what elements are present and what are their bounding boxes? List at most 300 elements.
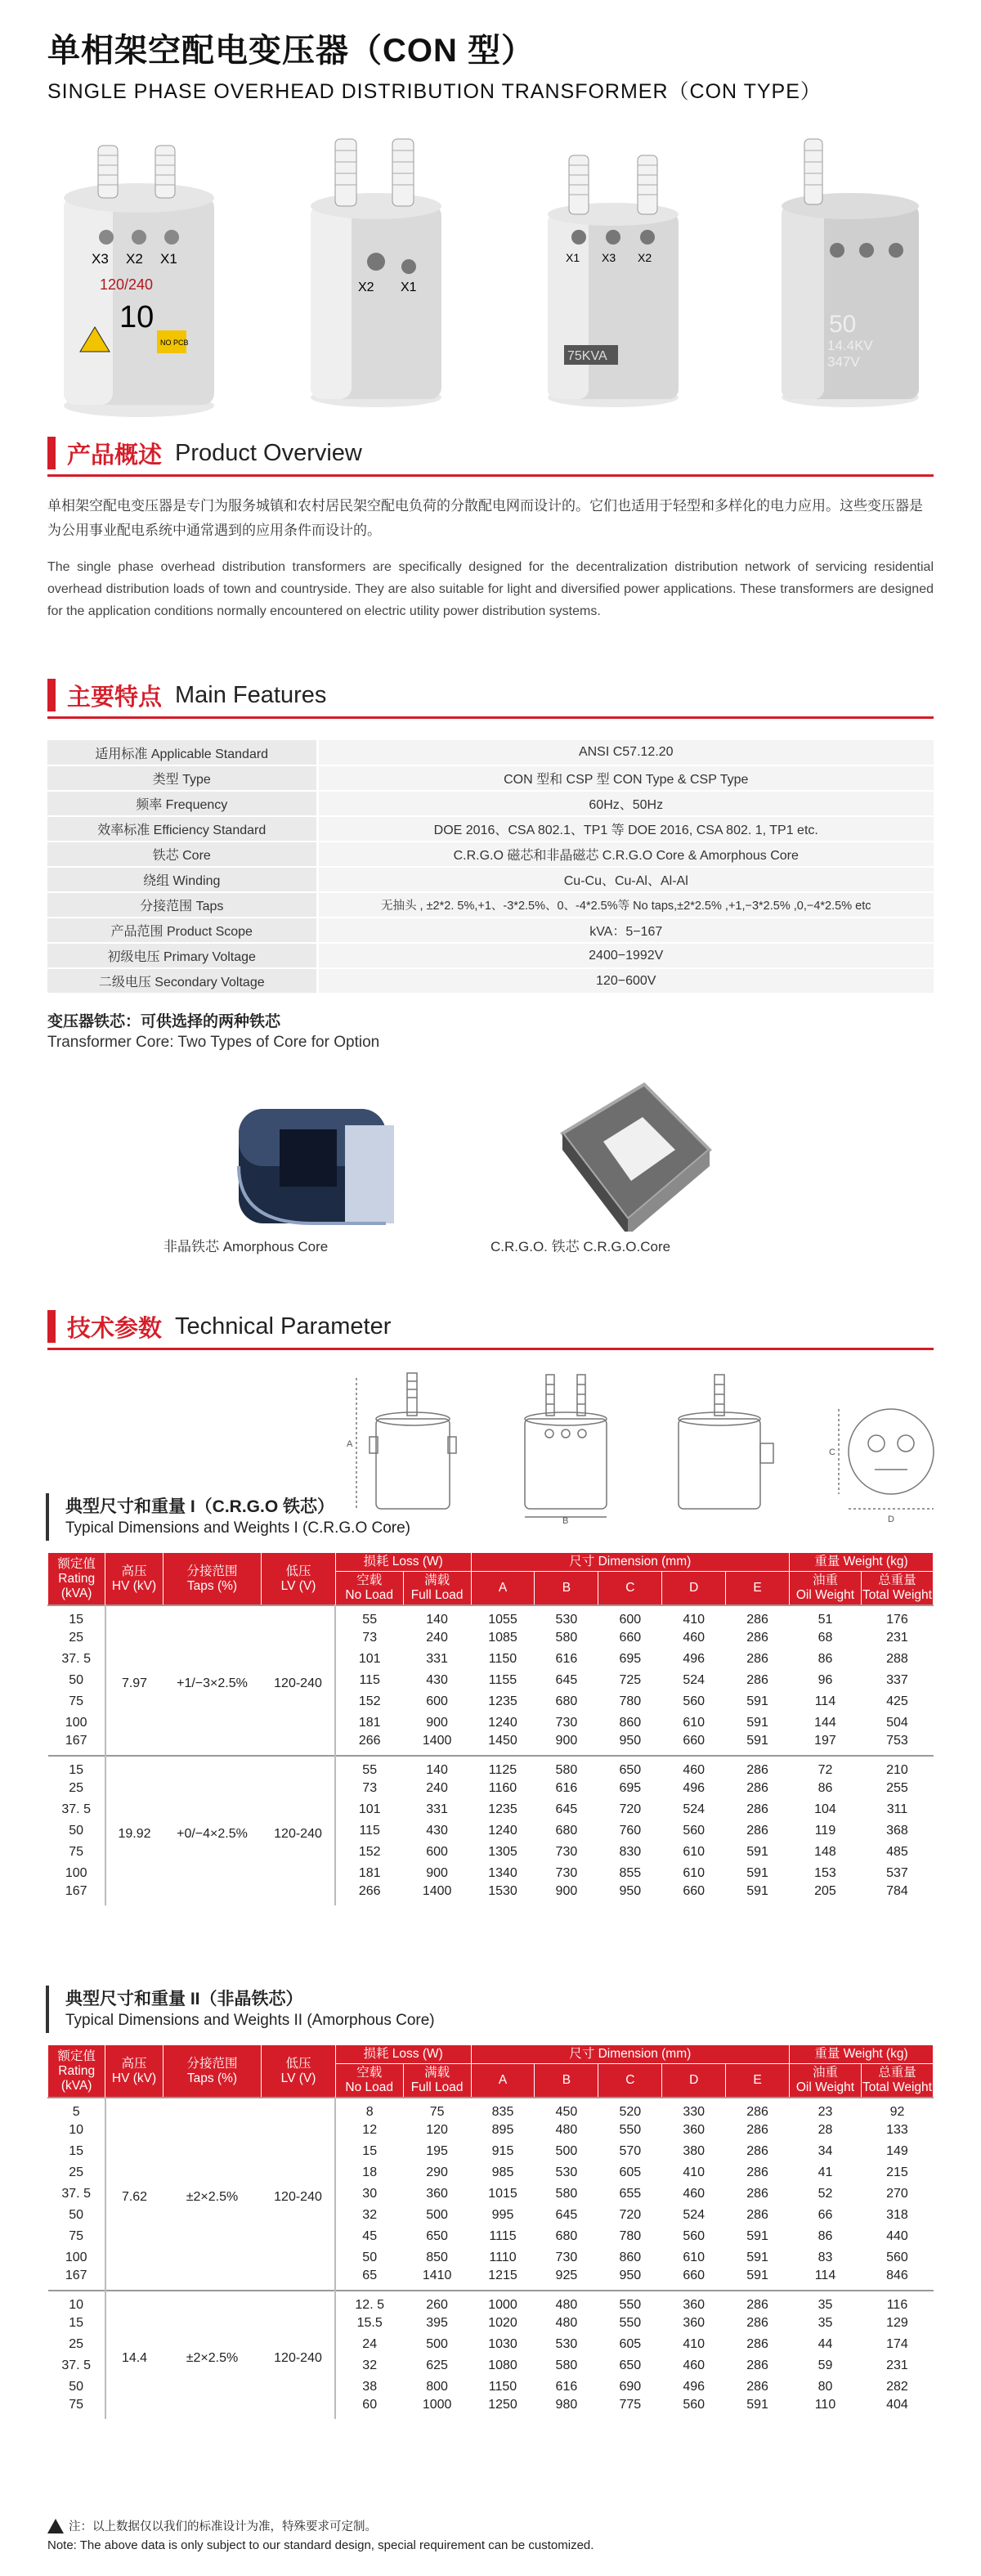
cell-noload: 152 [335, 1691, 403, 1712]
cell-total-weight: 133 [886, 2123, 908, 2137]
cell-b: 680 [555, 1694, 578, 1708]
cell-a: 1015 [488, 2187, 517, 2201]
cell-oil-weight: 114 [814, 1694, 836, 1708]
table1-title-cn: 典型尺寸和重量 I（C.R.G.O 铁芯） [65, 1497, 335, 1516]
feature-value: Cu-Cu、Cu-Al、Al-Al [317, 867, 934, 892]
overview-divider [47, 474, 934, 477]
cell-a: 1085 [488, 1631, 517, 1645]
header-hv: 高压 HV (kV) [105, 2045, 163, 2098]
feature-row [47, 918, 934, 943]
cell-d: 524 [683, 1802, 706, 1816]
product-photo-3 [515, 131, 711, 425]
cell-b: 645 [555, 1802, 578, 1816]
header-rating: 额定值 Rating (kVA) [48, 2045, 105, 2098]
cell-noload: 181 [335, 1863, 403, 1884]
cell-a: 1115 [489, 2229, 517, 2243]
cell-b: 530 [555, 2165, 578, 2179]
svg-text:X2: X2 [638, 251, 652, 264]
cell-oil-weight: 28 [818, 2123, 833, 2137]
cell-e: 591 [746, 1845, 768, 1859]
svg-text:X2: X2 [358, 280, 374, 294]
header-a: A [471, 2064, 535, 2098]
cell-e: 286 [746, 2298, 768, 2312]
cell-rating: 5 [72, 2105, 80, 2119]
cell-e: 591 [746, 1734, 768, 1748]
table-block [48, 2291, 934, 2419]
cell-e: 286 [746, 1673, 768, 1687]
cell-total-weight: 210 [886, 1763, 908, 1777]
header-a: A [471, 1572, 535, 1606]
feature-key: 类型 Type [47, 765, 317, 791]
cell-rating: 37. 5 [61, 1802, 91, 1816]
table-block [48, 1756, 934, 1905]
cell-rating: 75 [69, 2229, 84, 2243]
cell-rating: 100 [65, 2251, 87, 2264]
cell-fullload: 500 [426, 2337, 448, 2351]
header-oil-weight: 油重 Oil Weight [790, 1572, 862, 1606]
cell-c: 855 [619, 1866, 642, 1880]
cell-total-weight: 784 [886, 1884, 908, 1898]
cell-noload: 115 [335, 1820, 403, 1842]
svg-text:X3: X3 [602, 251, 616, 264]
cell-total-weight: 231 [886, 2358, 908, 2372]
cell-total-weight: 311 [886, 1802, 908, 1816]
cell-rating: 167 [65, 1884, 87, 1898]
header-noload: 空载 No Load [335, 1572, 403, 1606]
feature-key: 铁芯 Core [47, 841, 317, 867]
cell-d: 610 [683, 1716, 706, 1730]
cell-noload: 115 [335, 1670, 403, 1691]
cell-b: 616 [555, 1652, 578, 1666]
table2 [47, 2044, 934, 2419]
cell-total-weight: 537 [886, 1866, 908, 1880]
cell-fullload: 75 [429, 2105, 445, 2119]
cell-noload: 32 [335, 2205, 403, 2226]
technical-divider [47, 1348, 934, 1350]
cell-b: 730 [555, 2251, 578, 2264]
cell-d: 460 [683, 1763, 706, 1777]
cell-c: 775 [619, 2398, 642, 2412]
cell-fullload: 430 [426, 1673, 448, 1687]
svg-text:A: A [347, 1439, 353, 1449]
cell-total-weight: 282 [886, 2380, 908, 2394]
feature-row [47, 943, 934, 968]
cell-b: 925 [555, 2269, 578, 2282]
cell-a: 1000 [488, 2298, 517, 2312]
cell-a: 1160 [488, 1781, 517, 1795]
cell-fullload: 331 [426, 1802, 448, 1816]
table-block [48, 2098, 934, 2291]
cell-total-weight: 368 [886, 1824, 908, 1838]
cell-oil-weight: 148 [814, 1845, 836, 1859]
cell-oil-weight: 51 [818, 1613, 833, 1627]
product-photo-1 [41, 131, 237, 425]
cell-total-weight: 92 [889, 2105, 905, 2119]
feature-value: 无抽头 , ±2*2. 5%,+1、-3*2.5%、0、-4*2.5%等 No taps,±2*2.5% ,+1,−3*2.5% ,0,−4*2.5% etc [317, 892, 934, 918]
svg-text:X1: X1 [401, 280, 417, 294]
cell-total-weight: 176 [886, 1613, 908, 1627]
header-fullload: 满载 Full Load [403, 1572, 471, 1606]
feature-value: kVA：5−167 [317, 918, 934, 943]
cell-fullload: 1000 [422, 2398, 452, 2412]
cell-noload: 8 [335, 2098, 403, 2120]
cell-rating: 75 [69, 1845, 84, 1859]
cell-total-weight: 288 [886, 1652, 908, 1666]
table-block [48, 1605, 934, 1756]
cell-e: 591 [746, 2251, 768, 2264]
table-row [48, 2291, 934, 2313]
cell-e: 591 [746, 2269, 768, 2282]
cell-oil-weight: 86 [818, 1781, 833, 1795]
feature-value: 120−600V [317, 968, 934, 994]
table2-title-cn: 典型尺寸和重量 II（非晶铁芯） [65, 1990, 303, 2008]
cell-fullload: 1400 [422, 1734, 452, 1748]
feature-key: 适用标准 Applicable Standard [47, 740, 317, 765]
cell-d: 380 [683, 2144, 706, 2158]
cell-d: 496 [683, 2380, 706, 2394]
header-e: E [726, 1572, 790, 1606]
cell-d: 360 [683, 2123, 706, 2137]
cell-c: 695 [619, 1781, 642, 1795]
cell-a: 1055 [488, 1613, 517, 1627]
cell-e: 591 [746, 2398, 768, 2412]
cell-taps: ±2×2.5% [186, 2351, 239, 2365]
cell-rating: 25 [69, 1631, 84, 1645]
cell-c: 860 [619, 1716, 642, 1730]
cell-a: 1240 [488, 1824, 517, 1838]
cell-fullload: 430 [426, 1824, 448, 1838]
cell-a: 1020 [488, 2316, 517, 2330]
cell-e: 286 [746, 1763, 768, 1777]
cell-b: 580 [555, 2358, 578, 2372]
cell-a: 1155 [488, 1673, 517, 1687]
bushing-x1-label: X1 [160, 251, 177, 267]
cell-fullload: 800 [426, 2380, 448, 2394]
header-noload: 空载 No Load [335, 2064, 403, 2098]
cell-a: 915 [491, 2144, 514, 2158]
feature-key: 频率 Frequency [47, 791, 317, 816]
cell-d: 660 [683, 1884, 706, 1898]
table-header [48, 1553, 934, 1606]
cell-b: 645 [555, 1673, 578, 1687]
cell-total-weight: 846 [886, 2269, 908, 2282]
cell-rating: 75 [69, 2398, 84, 2412]
cell-e: 286 [746, 1652, 768, 1666]
svg-text:X1: X1 [566, 251, 580, 264]
header-b: B [535, 2064, 598, 2098]
cell-fullload: 1400 [422, 1884, 452, 1898]
warning-icon [47, 2519, 64, 2533]
cell-rating: 167 [65, 1734, 87, 1748]
cell-c: 550 [619, 2123, 642, 2137]
cell-b: 480 [555, 2316, 578, 2330]
bushing-x3-label: X3 [92, 251, 109, 267]
table1-title-en: Typical Dimensions and Weights I (C.R.G.O Core) [65, 1519, 411, 1537]
header-total-weight: 总重量 Total Weight [861, 2064, 933, 2098]
cell-fullload: 625 [426, 2358, 448, 2372]
cell-d: 610 [683, 2251, 706, 2264]
cell-b: 480 [555, 2123, 578, 2137]
cell-noload: 12 [335, 2120, 403, 2141]
cell-c: 725 [619, 1673, 642, 1687]
cell-d: 410 [683, 2337, 706, 2351]
svg-text:75KVA: 75KVA [567, 349, 607, 363]
cell-e: 286 [746, 2337, 768, 2351]
cell-d: 524 [683, 2208, 706, 2222]
cell-e: 591 [746, 2229, 768, 2243]
cell-a: 1240 [488, 1716, 517, 1730]
cell-hv: 19.92 [105, 1756, 163, 1905]
cell-total-weight: 504 [886, 1716, 908, 1730]
header-b: B [535, 1572, 598, 1606]
cell-hv: 7.62 [105, 2098, 163, 2291]
cell-total-weight: 149 [886, 2144, 908, 2158]
cell-fullload: 120 [426, 2123, 448, 2137]
cell-total-weight: 485 [886, 1845, 908, 1859]
cell-d: 460 [683, 2187, 706, 2201]
header-dimension: 尺寸 Dimension (mm) [471, 2045, 789, 2064]
note-en: Note: The above data is only subject to our standard design, special requirement can be customized. [47, 2538, 594, 2552]
cell-noload: 24 [335, 2334, 403, 2355]
cell-oil-weight: 72 [818, 1763, 833, 1777]
cell-noload: 15.5 [335, 2313, 403, 2334]
cell-taps: +0/−4×2.5% [177, 1827, 248, 1841]
cell-oil-weight: 144 [814, 1716, 836, 1730]
cell-c: 830 [619, 1845, 642, 1859]
header-loss: 损耗 Loss (W) [335, 2045, 471, 2064]
cell-e: 286 [746, 1613, 768, 1627]
header-total-weight: 总重量 Total Weight [861, 1572, 933, 1606]
cell-rating: 25 [69, 2337, 84, 2351]
cell-c: 605 [619, 2165, 642, 2179]
cell-fullload: 650 [426, 2229, 448, 2243]
cell-oil-weight: 59 [818, 2358, 833, 2372]
cell-oil-weight: 86 [818, 2229, 833, 2243]
cell-d: 330 [683, 2105, 706, 2119]
kva-label: 10 [119, 300, 155, 334]
drawing-front-view [327, 1362, 490, 1525]
cell-b: 730 [555, 1866, 578, 1880]
cell-b: 900 [555, 1734, 578, 1748]
cell-d: 496 [683, 1781, 706, 1795]
feature-key: 效率标准 Efficiency Standard [47, 816, 317, 841]
cell-oil-weight: 34 [818, 2144, 833, 2158]
svg-text:50: 50 [829, 311, 857, 338]
cell-c: 720 [619, 1802, 642, 1816]
cell-d: 610 [683, 1845, 706, 1859]
header-taps: 分接范围 Taps (%) [163, 1553, 262, 1606]
cell-d: 410 [683, 2165, 706, 2179]
header-fullload: 满载 Full Load [403, 2064, 471, 2098]
cell-c: 690 [619, 2380, 642, 2394]
voltage-label: 120/240 [100, 276, 154, 293]
cell-a: 1150 [488, 1652, 517, 1666]
header-dimension: 尺寸 Dimension (mm) [471, 1553, 789, 1572]
header-e: E [726, 2064, 790, 2098]
cell-c: 695 [619, 1652, 642, 1666]
svg-text:D: D [888, 1515, 894, 1524]
cell-rating: 15 [69, 2144, 84, 2158]
feature-key: 初级电压 Primary Voltage [47, 943, 317, 968]
cell-lv: 120-240 [274, 2351, 322, 2365]
cell-d: 610 [683, 1866, 706, 1880]
table-row [48, 2098, 934, 2120]
cell-oil-weight: 41 [818, 2165, 833, 2179]
table-row [48, 1605, 934, 1627]
cell-oil-weight: 44 [818, 2337, 833, 2351]
cell-d: 660 [683, 2269, 706, 2282]
cell-a: 1150 [488, 2380, 517, 2394]
product-photo-2 [278, 131, 474, 425]
feature-value: ANSI C57.12.20 [317, 740, 934, 765]
feature-value: 60Hz、50Hz [317, 791, 934, 816]
cell-c: 860 [619, 2251, 642, 2264]
cell-noload: 152 [335, 1842, 403, 1863]
cell-c: 950 [619, 1734, 642, 1748]
cell-fullload: 600 [426, 1694, 448, 1708]
cell-d: 410 [683, 1613, 706, 1627]
cell-a: 895 [491, 2123, 514, 2137]
page-subtitle: SINGLE PHASE OVERHEAD DISTRIBUTION TRANSFORMER（CON TYPE） [47, 80, 822, 103]
cell-c: 720 [619, 2208, 642, 2222]
technical-heading: 技术参数 Technical Parameter [47, 1308, 391, 1344]
header-d: D [662, 2064, 726, 2098]
cell-total-weight: 425 [886, 1694, 908, 1708]
cell-noload: 73 [335, 1627, 403, 1649]
cell-noload: 32 [335, 2355, 403, 2376]
cell-e: 286 [746, 2208, 768, 2222]
cell-total-weight: 560 [886, 2251, 908, 2264]
feature-key: 产品范围 Product Scope [47, 918, 317, 943]
header-d: D [662, 1572, 726, 1606]
overview-text-en: The single phase overhead distribution transformers are specifically designed for the decentralization distribution network of servicing residential overhead distribution loads of town and countryside. They are also suitable for light and diversified power applications. These transformers are designed for the application conditions normally encountered on electric utility power distribution systems. [47, 560, 934, 618]
cell-a: 995 [491, 2208, 514, 2222]
cell-c: 520 [619, 2105, 642, 2119]
cell-b: 530 [555, 1613, 578, 1627]
note-cn: 注：以上数据仅以我们的标准设计为准，特殊要求可定制。 [47, 2517, 377, 2534]
cell-c: 655 [619, 2187, 642, 2201]
header-weight: 重量 Weight (kg) [790, 1553, 934, 1572]
cell-d: 360 [683, 2298, 706, 2312]
cell-a: 1030 [488, 2337, 517, 2351]
feature-key: 分接范围 Taps [47, 892, 317, 918]
cell-taps: +1/−3×2.5% [177, 1676, 248, 1690]
cell-total-weight: 174 [886, 2337, 908, 2351]
cell-a: 1215 [488, 2269, 517, 2282]
cell-oil-weight: 104 [814, 1802, 836, 1816]
cell-fullload: 900 [426, 1866, 448, 1880]
features-heading: 主要特点 Main Features [47, 677, 326, 713]
crgo-core-caption: C.R.G.O. 铁芯 C.R.G.O.Core [490, 1239, 671, 1254]
svg-text:B: B [562, 1516, 569, 1525]
cell-total-weight: 116 [886, 2298, 908, 2312]
cell-noload: 181 [335, 1712, 403, 1734]
cell-c: 650 [619, 2358, 642, 2372]
cell-noload: 55 [335, 1756, 403, 1778]
cell-fullload: 395 [426, 2316, 448, 2330]
cell-b: 680 [555, 1824, 578, 1838]
cell-e: 286 [746, 1781, 768, 1795]
cell-fullload: 850 [426, 2251, 448, 2264]
cell-total-weight: 129 [886, 2316, 908, 2330]
core-title-en: Transformer Core: Two Types of Core for Option [47, 1034, 380, 1051]
header-oil-weight: 油重 Oil Weight [790, 2064, 862, 2098]
cell-a: 985 [491, 2165, 514, 2179]
cell-e: 286 [746, 1824, 768, 1838]
cell-d: 460 [683, 2358, 706, 2372]
header-loss: 损耗 Loss (W) [335, 1553, 471, 1572]
cell-e: 286 [746, 2105, 768, 2119]
cell-b: 580 [555, 1631, 578, 1645]
cell-a: 835 [491, 2105, 514, 2119]
cell-fullload: 1410 [422, 2269, 452, 2282]
cell-rating: 25 [69, 1781, 84, 1795]
cell-c: 780 [619, 1694, 642, 1708]
cell-fullload: 195 [426, 2144, 448, 2158]
feature-row [47, 791, 934, 816]
cell-noload: 266 [335, 1884, 403, 1905]
cell-e: 591 [746, 1716, 768, 1730]
cell-fullload: 290 [426, 2165, 448, 2179]
cell-b: 580 [555, 2187, 578, 2201]
cell-e: 286 [746, 2165, 768, 2179]
cell-oil-weight: 205 [814, 1884, 836, 1898]
cell-oil-weight: 197 [814, 1734, 836, 1748]
cell-e: 286 [746, 2380, 768, 2394]
no-pcb-badge: NO PCB [160, 339, 189, 347]
feature-value: CON 型和 CSP 型 CON Type & CSP Type [317, 765, 934, 791]
cell-rating: 100 [65, 1866, 87, 1880]
svg-text:C: C [829, 1447, 835, 1457]
feature-row [47, 968, 934, 994]
cell-noload: 73 [335, 1778, 403, 1799]
table-header [48, 2045, 934, 2098]
cell-a: 1080 [488, 2358, 517, 2372]
cell-b: 730 [555, 1716, 578, 1730]
cell-b: 480 [555, 2298, 578, 2312]
cell-a: 1125 [488, 1763, 517, 1777]
cell-hv: 7.97 [105, 1605, 163, 1756]
cell-oil-weight: 35 [818, 2316, 833, 2330]
cell-c: 600 [619, 1613, 642, 1627]
feature-row [47, 816, 934, 841]
cell-b: 616 [555, 1781, 578, 1795]
cell-e: 591 [746, 1694, 768, 1708]
cell-total-weight: 404 [886, 2398, 908, 2412]
features-divider [47, 716, 934, 719]
cell-noload: 55 [335, 1605, 403, 1627]
cell-d: 560 [683, 2398, 706, 2412]
cell-total-weight: 231 [886, 1631, 908, 1645]
cell-rating: 50 [69, 2380, 84, 2394]
cell-noload: 30 [335, 2183, 403, 2205]
cell-fullload: 240 [426, 1781, 448, 1795]
cell-lv: 120-240 [274, 2190, 322, 2204]
cell-fullload: 900 [426, 1716, 448, 1730]
header-hv: 高压 HV (kV) [105, 1553, 163, 1606]
cell-c: 605 [619, 2337, 642, 2351]
table-row [48, 1756, 934, 1778]
cell-c: 950 [619, 1884, 642, 1898]
cell-rating: 50 [69, 2208, 84, 2222]
cell-fullload: 140 [426, 1763, 448, 1777]
header-c: C [598, 2064, 662, 2098]
drawing-rear-view [654, 1362, 785, 1525]
cell-noload: 65 [335, 2269, 403, 2291]
cell-a: 1530 [488, 1884, 517, 1898]
cell-a: 1110 [489, 2251, 517, 2264]
cell-fullload: 600 [426, 1845, 448, 1859]
